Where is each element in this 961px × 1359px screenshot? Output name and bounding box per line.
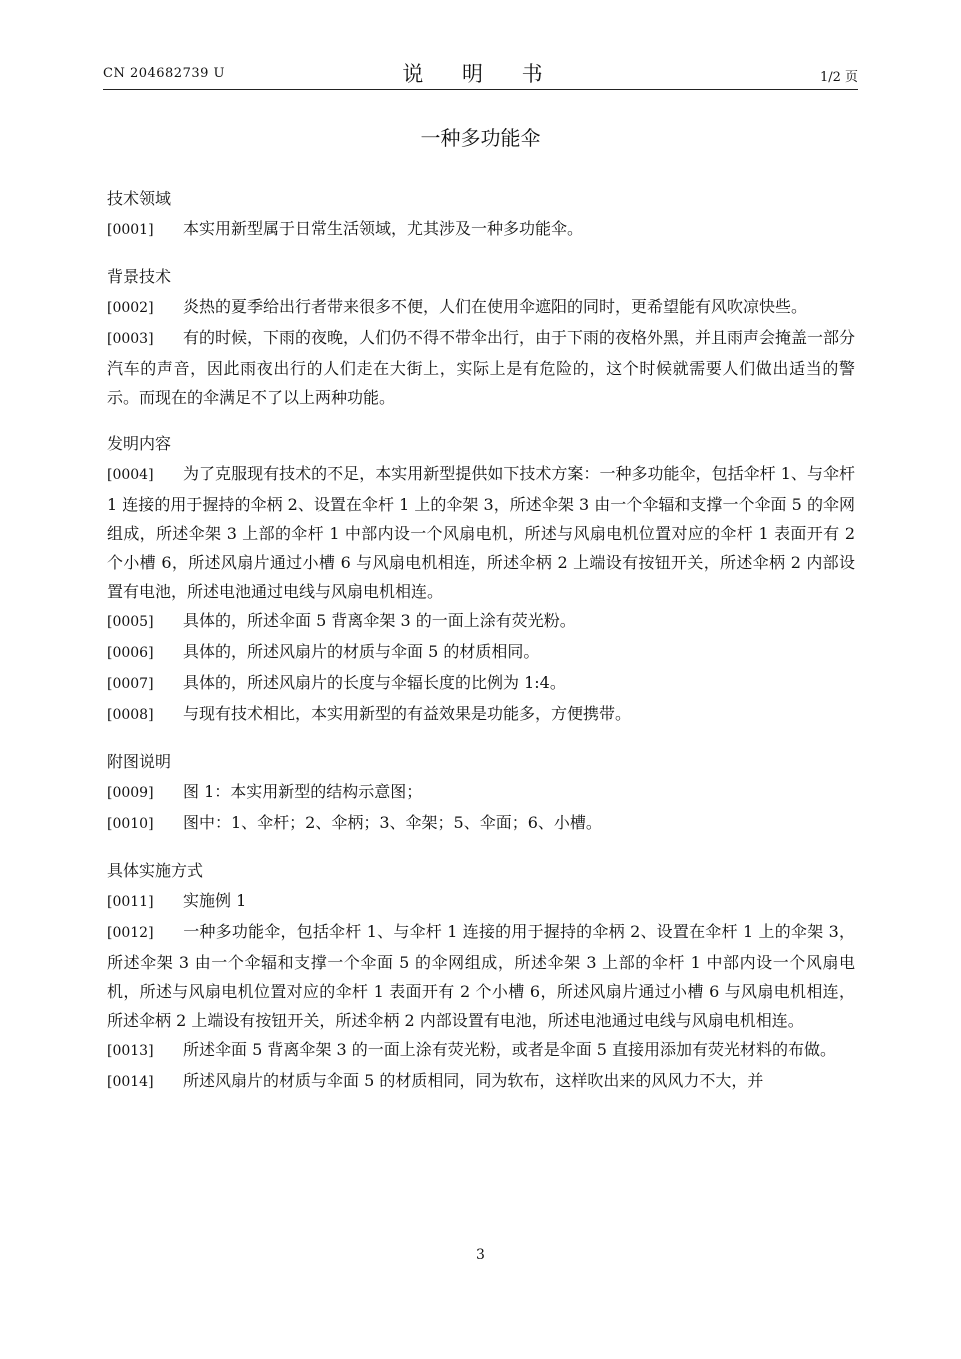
paragraph-number: [0010] [107,816,154,832]
paragraph-text: 具体的，所述伞面 5 背离伞架 3 的一面上涂有荧光粉。 [183,611,576,630]
paragraph [107,1035,855,1066]
paragraph-number: [0004] [107,467,154,483]
page-footer [0,1247,961,1263]
paragraph [107,637,855,668]
section [107,856,855,1097]
page-indicator: 1/2 页 [819,70,858,85]
document-type: 说 明 书 [402,62,559,86]
paragraph-text: 与现有技术相比，本实用新型的有益效果是功能多，方便携带。 [183,704,632,723]
section-heading: 背景技术 [107,267,172,286]
header-rule [103,89,858,90]
section-heading: 发明内容 [107,434,172,453]
paragraph [107,808,855,839]
document-body [107,184,855,1114]
section-heading: 技术领域 [107,189,172,208]
paragraph-number: [0006] [107,645,154,661]
paragraph-number: [0012] [107,925,154,941]
paragraph-text: 实施例 1 [183,891,247,910]
section-heading: 具体实施方式 [107,861,204,880]
paragraph [107,668,855,699]
paragraph-text: 为了克服现有技术的不足，本实用新型提供如下技术方案：一种多功能伞，包括伞杆 1、与伞杆 1 连接的用于握持的伞柄 2、设置在伞杆 1 上的伞架 3，所述伞架 3 由一个伞辐和支撑一个伞面 5 的伞网组成，所述伞架 3 上部的伞杆 1 中部内设一个风扇电机，所述与风扇电机位置对应的伞杆 1 表面开有 2 个小槽 6，所述风扇片通过小槽 6 与风扇电机相连，所述伞柄 2 上端设有按钮开关，所述伞柄 2 内部设置有电池，所述电池通过电线与风扇电机相连。 [107,464,855,601]
paragraph [107,459,855,606]
paragraph [107,886,855,917]
paragraph-number: [0002] [107,300,154,316]
page-header [103,58,858,88]
paragraph-number: [0014] [107,1074,154,1090]
paragraph-number: [0003] [107,331,154,347]
paragraph [107,292,855,323]
section [107,747,855,839]
paragraph-text: 炎热的夏季给出行者带来很多不便，人们在使用伞遮阳的同时，更希望能有风吹凉快些。 [183,297,808,316]
paragraph-number: [0001] [107,222,154,238]
page-number: 3 [476,1247,485,1263]
section [107,262,855,412]
publication-number: CN 204682739 U [103,66,225,81]
paragraph [107,699,855,730]
paragraph [107,917,855,1035]
paragraph-number: [0005] [107,614,154,630]
paragraph-text: 有的时候，下雨的夜晚，人们仍不得不带伞出行，由于下雨的夜格外黑，并且雨声会掩盖一部分汽车的声音，因此雨夜出行的人们走在大街上，实际上是有危险的，这个时候就需要人们做出适当的警示。而现在的伞满足不了以上两种功能。 [107,328,856,407]
paragraph-text: 图中：1、伞杆；2、伞柄；3、伞架；5、伞面；6、小槽。 [183,813,602,832]
paragraph-number: [0008] [107,707,154,723]
paragraph-number: [0009] [107,785,154,801]
paragraph-text: 所述风扇片的材质与伞面 5 的材质相同，同为软布，这样吹出来的风风力不大，并 [183,1071,764,1090]
paragraph [107,606,855,637]
paragraph [107,1066,855,1097]
paragraph-text: 图 1：本实用新型的结构示意图； [183,782,423,801]
section [107,184,855,245]
paragraph-number: [0013] [107,1043,154,1059]
section-heading: 附图说明 [107,752,172,771]
paragraph [107,323,855,412]
paragraph-text: 所述伞面 5 背离伞架 3 的一面上涂有荧光粉，或者是伞面 5 直接用添加有荧光材料的布做。 [183,1040,837,1059]
document-title: 一种多功能伞 [420,126,541,150]
section [107,429,855,730]
paragraph-text: 一种多功能伞，包括伞杆 1、与伞杆 1 连接的用于握持的伞柄 2、设置在伞杆 1 上的伞架 3，所述伞架 3 由一个伞辐和支撑一个伞面 5 的伞网组成，所述伞架 3 上部的伞杆 1 中部内设一个风扇电机，所述与风扇电机位置对应的伞杆 1 表面开有 2 个小槽 6，所述风扇片通过小槽 6 与风扇电机相连，所述伞柄 2 上端设有按钮开关，所述伞柄 2 内部设置有电池，所述电池通过电线与风扇电机相连。 [107,922,855,1030]
paragraph-number: [0007] [107,676,154,692]
paragraph-text: 本实用新型属于日常生活领域，尤其涉及一种多功能伞。 [183,219,584,238]
paragraph [107,777,855,808]
paragraph-text: 具体的，所述风扇片的长度与伞辐长度的比例为 1:4。 [183,673,566,692]
paragraph [107,214,855,245]
paragraph-text: 具体的，所述风扇片的材质与伞面 5 的材质相同。 [183,642,540,661]
paragraph-number: [0011] [107,894,154,910]
